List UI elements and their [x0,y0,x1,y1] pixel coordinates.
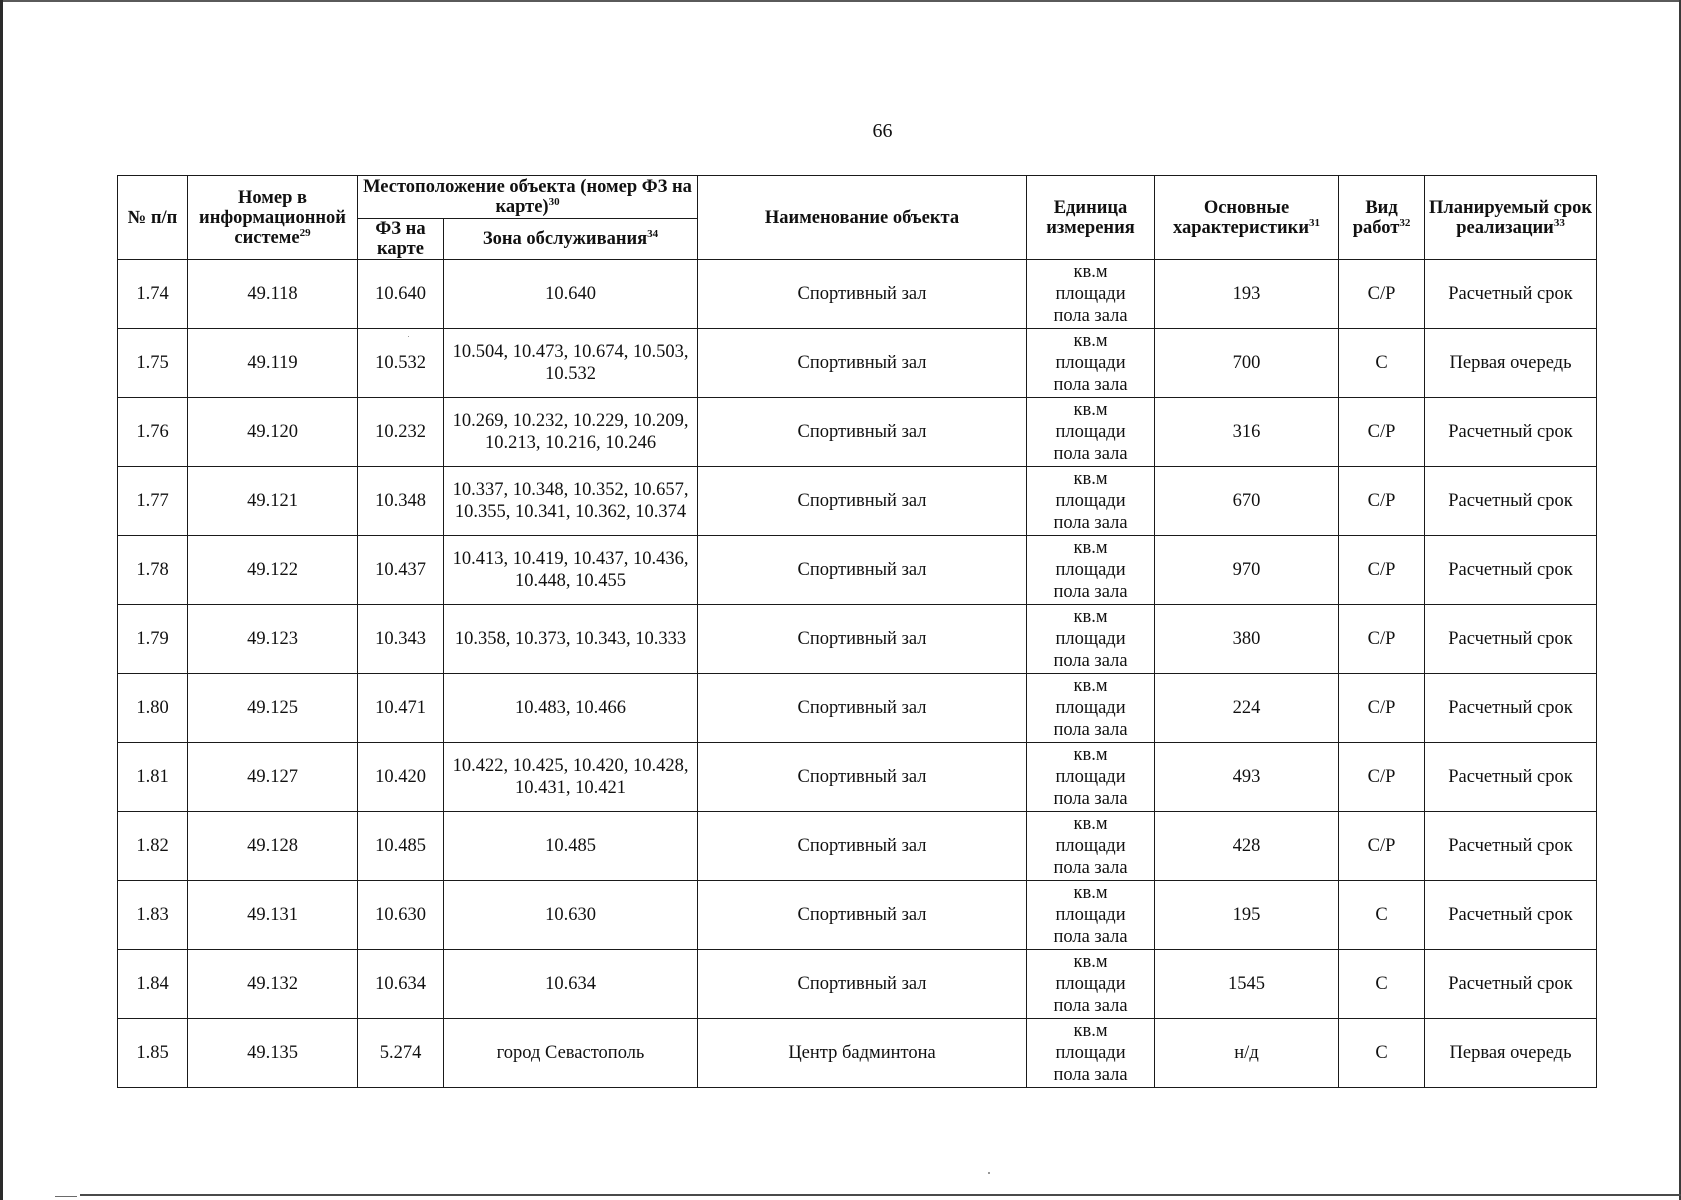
cell-characteristics: 316 [1155,398,1339,467]
cell-work-type: С/Р [1339,812,1425,881]
cell-unit [1027,536,1155,605]
unit-line: площади [1055,629,1126,649]
cell-info-number: 49.123 [188,605,358,674]
cell-name: Спортивный зал [698,467,1027,536]
cell-fz: 10.532 [358,329,444,398]
cell-num: 1.80 [118,674,188,743]
cell-fz: 10.640 [358,260,444,329]
cell-fz: 10.471 [358,674,444,743]
cell-characteristics: 195 [1155,881,1339,950]
table-row [118,950,1597,1019]
cell-name: Спортивный зал [698,950,1027,1019]
unit-line: кв.м [1073,745,1108,765]
cell-zone: 10.630 [444,881,698,950]
cell-zone: 10.269, 10.232, 10.229, 10.209, 10.213, 10.216, 10.246 [444,398,698,467]
cell-unit [1027,605,1155,674]
table-row [118,536,1597,605]
table-header [118,176,1597,260]
unit-line: площади [1055,905,1126,925]
cell-num: 1.84 [118,950,188,1019]
cell-characteristics: 193 [1155,260,1339,329]
cell-zone: 10.422, 10.425, 10.420, 10.428, 10.431, 10.421 [444,743,698,812]
table-row [118,467,1597,536]
cell-characteristics: 700 [1155,329,1339,398]
unit-line: пола зала [1053,651,1128,671]
table-row [118,398,1597,467]
cell-info-number: 49.118 [188,260,358,329]
unit-line: кв.м [1073,469,1108,489]
cell-characteristics: 493 [1155,743,1339,812]
cell-fz: 10.343 [358,605,444,674]
cell-unit [1027,674,1155,743]
unit-line: кв.м [1073,676,1108,696]
cell-work-type: С/Р [1339,260,1425,329]
scan-speck [988,1172,990,1174]
unit-line: площади [1055,422,1126,442]
cell-fz: 10.630 [358,881,444,950]
unit-line: пола зала [1053,720,1128,740]
cell-name: Спортивный зал [698,605,1027,674]
cell-name: Спортивный зал [698,881,1027,950]
cell-characteristics: 970 [1155,536,1339,605]
unit-line: площади [1055,698,1126,718]
header-name: Наименование объекта [698,176,1027,260]
cell-zone: 10.634 [444,950,698,1019]
cell-work-type: С/Р [1339,467,1425,536]
cell-info-number: 49.119 [188,329,358,398]
cell-deadline: Расчетный срок [1425,812,1597,881]
cell-work-type: С/Р [1339,398,1425,467]
unit-line: пола зала [1053,1065,1128,1085]
cell-unit [1027,1019,1155,1088]
cell-unit [1027,812,1155,881]
cell-deadline: Расчетный срок [1425,398,1597,467]
cell-name: Спортивный зал [698,812,1027,881]
unit-line: пола зала [1053,375,1128,395]
unit-line: пола зала [1053,858,1128,878]
unit-line: площади [1055,284,1126,304]
cell-fz: 10.348 [358,467,444,536]
table-row [118,1019,1597,1088]
unit-line: пола зала [1053,996,1128,1016]
cell-characteristics: н/д [1155,1019,1339,1088]
cell-unit [1027,950,1155,1019]
cell-deadline: Расчетный срок [1425,467,1597,536]
unit-line: пола зала [1053,444,1128,464]
table-row [118,605,1597,674]
table-row [118,260,1597,329]
cell-deadline: Первая очередь [1425,329,1597,398]
cell-deadline: Расчетный срок [1425,674,1597,743]
scan-edge-left [0,0,3,1200]
cell-info-number: 49.121 [188,467,358,536]
scan-mark [55,1196,77,1197]
unit-line: площади [1055,1043,1126,1063]
unit-line: пола зала [1053,582,1128,602]
unit-line: площади [1055,767,1126,787]
unit-line: кв.м [1073,400,1108,420]
unit-line: кв.м [1073,538,1108,558]
table-row [118,329,1597,398]
cell-name: Спортивный зал [698,329,1027,398]
unit-line: кв.м [1073,262,1108,282]
cell-zone: 10.640 [444,260,698,329]
unit-line: кв.м [1073,883,1108,903]
cell-num: 1.85 [118,1019,188,1088]
unit-line: кв.м [1073,331,1108,351]
cell-work-type: С/Р [1339,605,1425,674]
cell-num: 1.77 [118,467,188,536]
cell-info-number: 49.120 [188,398,358,467]
cell-work-type: С [1339,881,1425,950]
cell-zone: 10.504, 10.473, 10.674, 10.503, 10.532 [444,329,698,398]
header-characteristics: Основные характеристики$^{31}$ [1155,176,1339,260]
unit-line: площади [1055,836,1126,856]
cell-deadline: Расчетный срок [1425,536,1597,605]
cell-deadline: Расчетный срок [1425,950,1597,1019]
cell-deadline: Расчетный срок [1425,743,1597,812]
cell-num: 1.76 [118,398,188,467]
cell-work-type: С/Р [1339,743,1425,812]
cell-fz: 10.485 [358,812,444,881]
header-deadline: Планируемый срок реализации$^{33}$ [1425,176,1597,260]
cell-num: 1.81 [118,743,188,812]
table-row [118,812,1597,881]
cell-work-type: С [1339,329,1425,398]
header-fz: ФЗ на карте [358,219,444,260]
cell-num: 1.75 [118,329,188,398]
cell-info-number: 49.125 [188,674,358,743]
table-row [118,674,1597,743]
cell-deadline: Расчетный срок [1425,605,1597,674]
table-row [118,881,1597,950]
header-unit: Единица измерения [1027,176,1155,260]
cell-unit [1027,881,1155,950]
cell-name: Спортивный зал [698,536,1027,605]
cell-info-number: 49.135 [188,1019,358,1088]
cell-zone: 10.337, 10.348, 10.352, 10.657, 10.355, 10.341, 10.362, 10.374 [444,467,698,536]
unit-line: кв.м [1073,952,1108,972]
cell-zone: 10.358, 10.373, 10.343, 10.333 [444,605,698,674]
cell-info-number: 49.128 [188,812,358,881]
cell-name: Спортивный зал [698,398,1027,467]
cell-unit [1027,743,1155,812]
cell-deadline: Расчетный срок [1425,260,1597,329]
objects-table [117,175,1597,1088]
unit-line: площади [1055,974,1126,994]
cell-deadline: Расчетный срок [1425,881,1597,950]
cell-fz: 5.274 [358,1019,444,1088]
cell-characteristics: 428 [1155,812,1339,881]
cell-unit [1027,260,1155,329]
cell-num: 1.74 [118,260,188,329]
header-num: № п/п [118,176,188,260]
unit-line: площади [1055,491,1126,511]
cell-info-number: 49.122 [188,536,358,605]
scan-edge-bottom [80,1194,1681,1196]
scan-edge-top [0,0,1681,2]
cell-fz: 10.437 [358,536,444,605]
cell-zone: 10.485 [444,812,698,881]
cell-work-type: С/Р [1339,674,1425,743]
cell-zone: город Севастополь [444,1019,698,1088]
cell-info-number: 49.132 [188,950,358,1019]
cell-characteristics: 380 [1155,605,1339,674]
cell-zone: 10.483, 10.466 [444,674,698,743]
header-work-type: Вид работ$^{32}$ [1339,176,1425,260]
cell-num: 1.82 [118,812,188,881]
cell-fz: 10.634 [358,950,444,1019]
cell-name: Центр бадминтона [698,1019,1027,1088]
header-zone: Зона обслуживания$^{34}$ [444,219,698,260]
unit-line: пола зала [1053,927,1128,947]
cell-info-number: 49.131 [188,881,358,950]
cell-fz: 10.420 [358,743,444,812]
table-row [118,743,1597,812]
table-body [118,260,1597,1088]
unit-line: кв.м [1073,607,1108,627]
cell-deadline: Первая очередь [1425,1019,1597,1088]
cell-fz: 10.232 [358,398,444,467]
unit-line: пола зала [1053,513,1128,533]
cell-zone: 10.413, 10.419, 10.437, 10.436, 10.448, 10.455 [444,536,698,605]
unit-line: кв.м [1073,1021,1108,1041]
unit-line: площади [1055,560,1126,580]
cell-work-type: С [1339,1019,1425,1088]
unit-line: пола зала [1053,306,1128,326]
page-number: 66 [872,120,893,142]
unit-line: кв.м [1073,814,1108,834]
unit-line: площади [1055,353,1126,373]
cell-unit [1027,467,1155,536]
cell-unit [1027,398,1155,467]
cell-name: Спортивный зал [698,260,1027,329]
cell-num: 1.78 [118,536,188,605]
cell-name: Спортивный зал [698,674,1027,743]
cell-name: Спортивный зал [698,743,1027,812]
cell-num: 1.79 [118,605,188,674]
unit-line: пола зала [1053,789,1128,809]
cell-work-type: С [1339,950,1425,1019]
cell-info-number: 49.127 [188,743,358,812]
header-location: Местоположение объекта (номер ФЗ на карте)$^{30}$ [358,176,698,219]
cell-num: 1.83 [118,881,188,950]
cell-characteristics: 224 [1155,674,1339,743]
cell-characteristics: 1545 [1155,950,1339,1019]
cell-characteristics: 670 [1155,467,1339,536]
header-info-number: Номер в информационной системе$^{29}$ [188,176,358,260]
cell-work-type: С/Р [1339,536,1425,605]
cell-unit [1027,329,1155,398]
